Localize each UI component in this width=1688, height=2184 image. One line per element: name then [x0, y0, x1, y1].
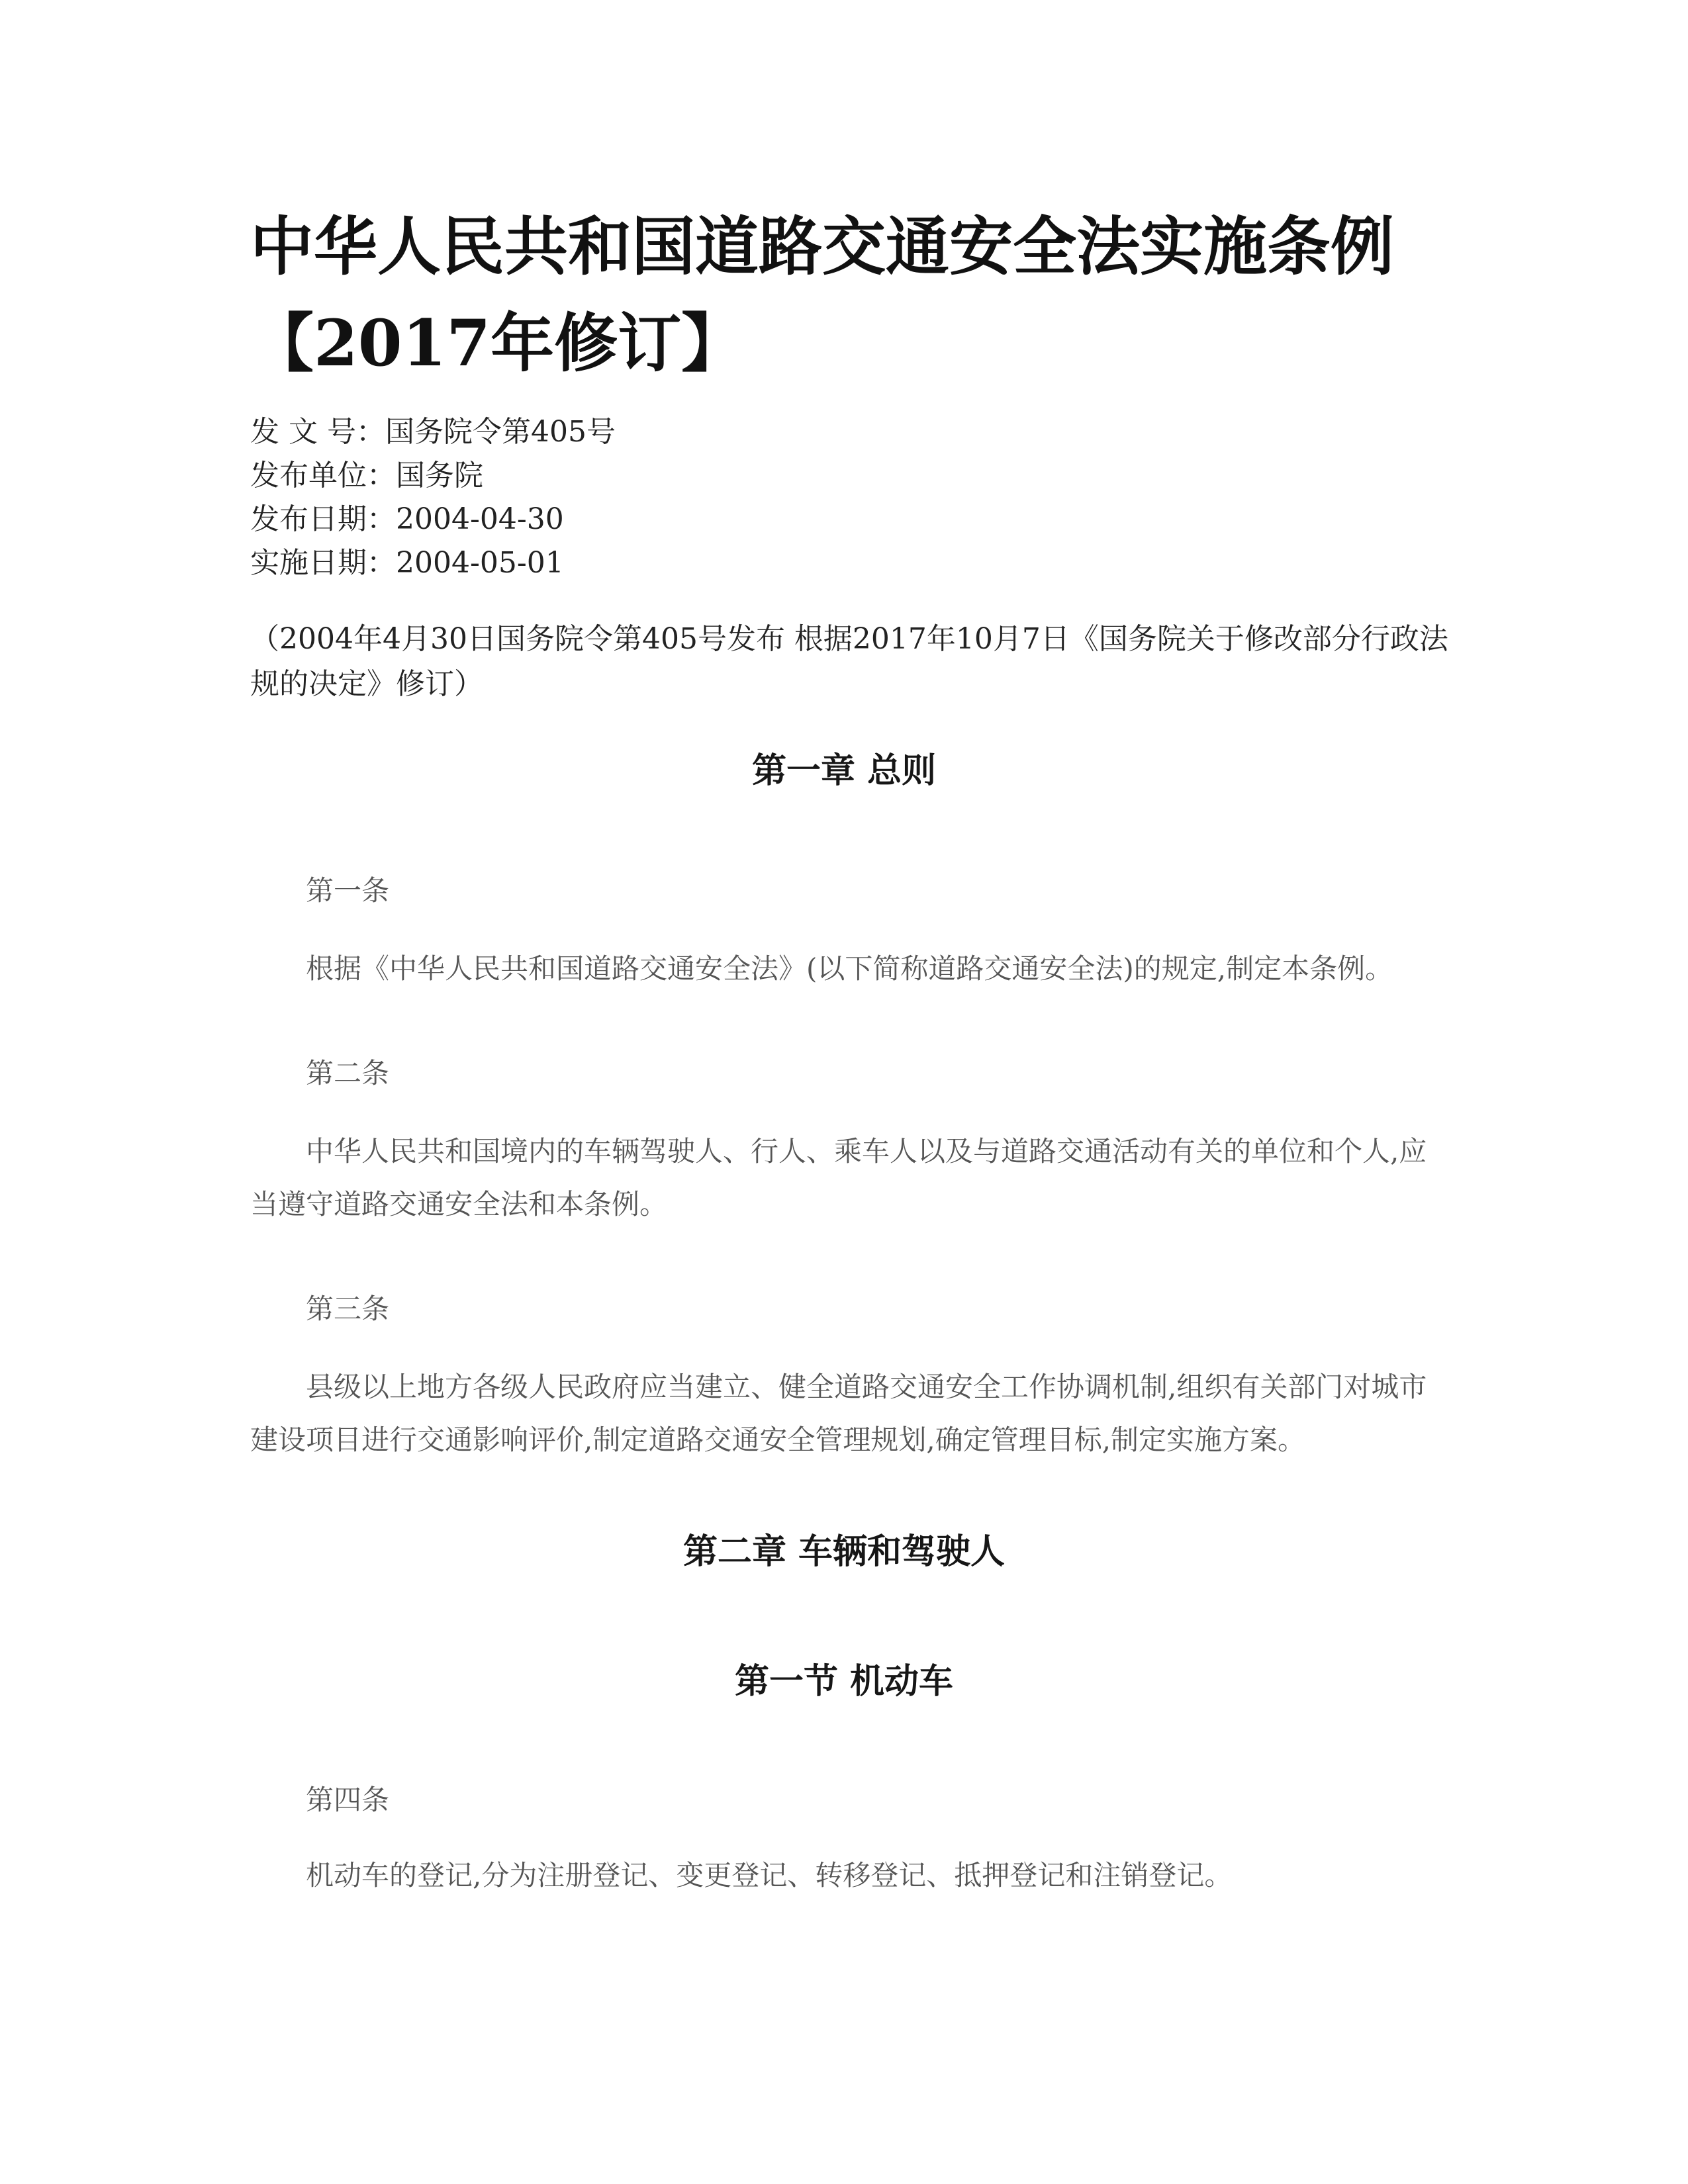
doc-number: 发 文 号：国务院令第405号 — [250, 415, 616, 449]
issuer: 发布单位：国务院 — [250, 459, 483, 492]
revision-note: （2004年4月30日国务院令第405号发布 根据2017年10月7日《国务院关于修改部分行政法规的决定》修订） — [250, 622, 1448, 701]
chapter-heading: 第一章 总则 — [751, 751, 937, 791]
section-heading: 第一节 机动车 — [734, 1661, 954, 1702]
article-text: 根据《中华人民共和国道路交通安全法》(以下简称道路交通安全法)的规定,制定本条例。 — [306, 952, 1393, 985]
chapter-heading: 第二章 车辆和驾驶人 — [682, 1531, 1006, 1572]
article-label: 第一条 — [306, 874, 390, 907]
article-label: 第二条 — [306, 1057, 390, 1089]
issue-date: 发布日期：2004-04-30 — [250, 502, 564, 536]
article-text: 县级以上地方各级人民政府应当建立、健全道路交通安全工作协调机制,组织有关部门对城市建设项目进行交通影响评价,制定道路交通安全管理规划,确定管理目标,制定实施方案。 — [250, 1371, 1427, 1456]
article-text: 机动车的登记,分为注册登记、变更登记、转移登记、抵押登记和注销登记。 — [306, 1859, 1233, 1891]
document-title: 中华人民共和国道路交通安全法实施条例【2017年修订】 — [250, 209, 1394, 381]
article-label: 第四条 — [306, 1784, 390, 1816]
article-text: 中华人民共和国境内的车辆驾驶人、行人、乘车人以及与道路交通活动有关的单位和个人,应当遵守道路交通安全法和本条例。 — [250, 1135, 1427, 1220]
document-meta — [250, 410, 1442, 585]
effective-date: 实施日期：2004-05-01 — [250, 546, 564, 580]
article-label: 第三条 — [306, 1293, 390, 1325]
